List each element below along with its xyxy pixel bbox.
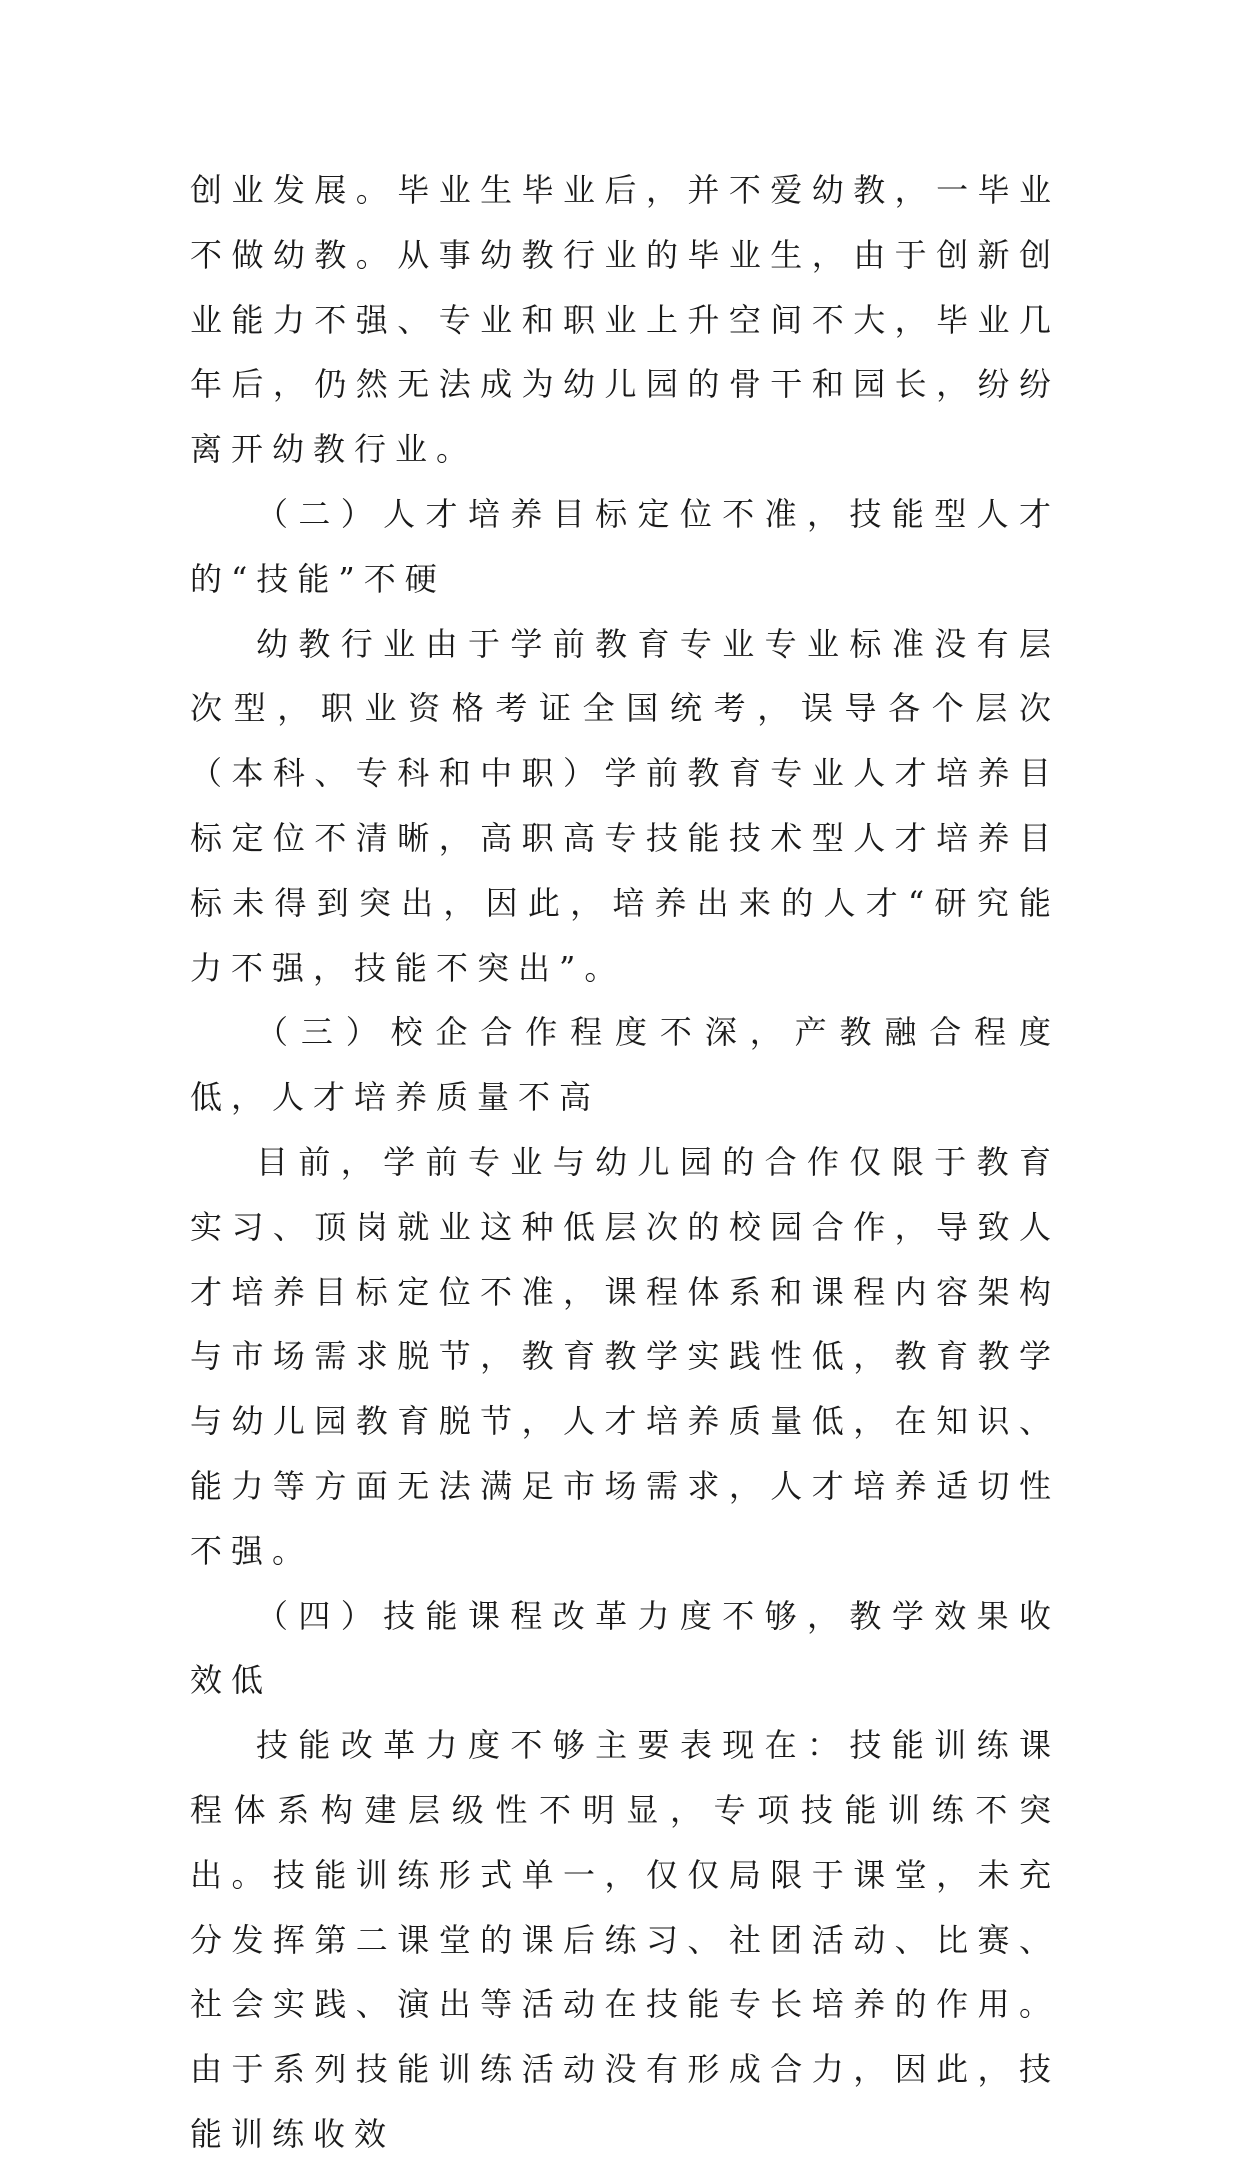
paragraph-section-4: 技能改革力度不够主要表现在：技能训练课程体系构建层级性不明显，专项技能训练不突出。技能训练形式单一，仅仅局限于课堂，未充分发挥第二课堂的课后练习、社团活动、比赛、社会实践、演出等活动在技能专长培养的作用。由于系列技能训练活动没有形成合力，因此，技能训练收效 bbox=[190, 1726, 1060, 2153]
paragraph-section-3: 目前，学前专业与幼儿园的合作仅限于教育实习、顶岗就业这种低层次的校园合作，导致人才培养目标定位不准，课程体系和课程内容架构与市场需求脱节，教育教学实践性低，教育教学与幼儿园教育脱节，人才培养质量低，在知识、能力等方面无法满足市场需求，人才培养适切性不强。 bbox=[190, 1142, 1060, 1570]
section-heading-4: （四）技能课程改革力度不够，教学效果收效低 bbox=[190, 1596, 1060, 1700]
paragraph-continuation: 创业发展。毕业生毕业后，并不爱幼教，一毕业不做幼教。从事幼教行业的毕业生，由于创新创业能力不强、专业和职业上升空间不大，毕业几年后，仍然无法成为幼儿园的骨干和园长，纷纷离开幼教行业。 bbox=[190, 171, 1060, 469]
section-heading-3: （三）校企合作程度不深，产教融合程度低，人才培养质量不高 bbox=[190, 1013, 1060, 1117]
paragraph-section-2: 幼教行业由于学前教育专业专业标准没有层次型，职业资格考证全国统考，误导各个层次（本科、专科和中职）学前教育专业人才培养目标定位不清晰，高职高专技能技术型人才培养目标未得到突出，因此，培养出来的人才“研究能力不强，技能不突出”。 bbox=[190, 624, 1060, 987]
section-heading-2: （二）人才培养目标定位不准，技能型人才的“技能”不硬 bbox=[190, 494, 1060, 598]
document-body bbox=[190, 158, 1060, 2167]
